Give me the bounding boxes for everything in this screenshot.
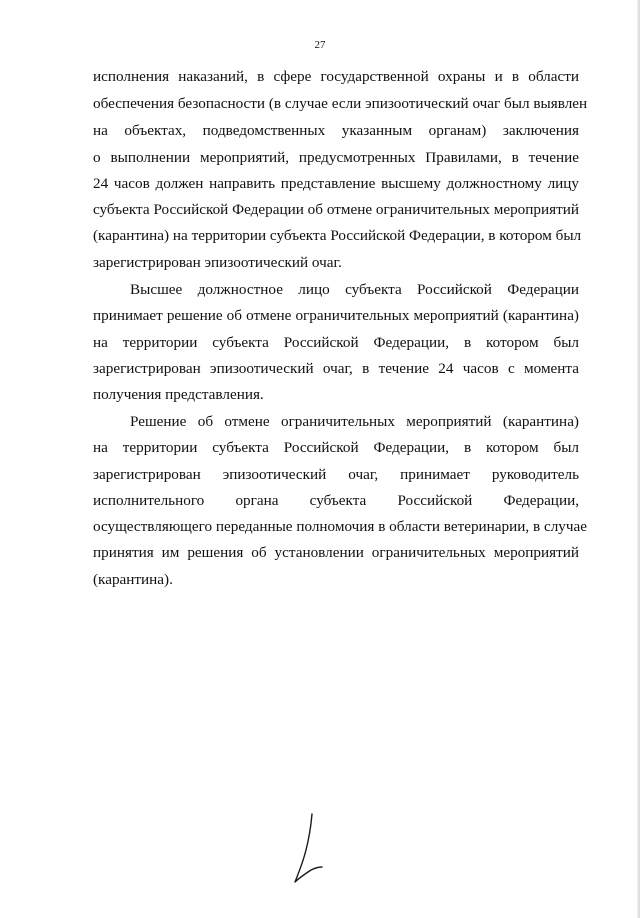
text-line: 24 часов должен направить представление высшему должностному лицу [93,175,579,192]
text-line: субъекта Российской Федерации об отмене ограничительных мероприятий [93,201,579,218]
text-line: Решение об отмене ограничительных мероприятий (карантина) [130,413,579,430]
text-line: исполнительного органа субъекта Российской Федерации, [93,492,579,509]
text-line: (карантина) на территории субъекта Российской Федерации, в котором был [93,227,582,244]
text-line: на территории субъекта Российской Федерации, в котором был [93,334,579,351]
text-line: зарегистрирован эпизоотический очаг, в течение 24 часов с момента [93,360,579,377]
text-line: получения представления. [93,386,264,403]
page-number: 27 [314,39,326,51]
text-line: на территории субъекта Российской Федерации, в котором был [93,439,579,456]
text-line: (карантина). [93,571,173,588]
text-line: на объектах, подведомственных указанным органам) заключения [93,122,579,139]
text-line: принятия им решения об установлении ограничительных мероприятий [93,544,579,561]
handwritten-signature-mark [285,812,335,892]
text-line: осуществляющего переданные полномочия в области ветеринарии, в случае [93,518,587,535]
text-line: о выполнении мероприятий, предусмотренных Правилами, в течение [93,149,579,166]
text-line: Высшее должностное лицо субъекта Российской Федерации [130,281,579,298]
text-line: зарегистрирован эпизоотический очаг. [93,254,342,271]
text-line: обеспечения безопасности (в случае если эпизоотический очаг был выявлен [93,95,588,112]
text-line: принимает решение об отмене ограничительных мероприятий (карантина) [93,307,579,324]
text-line: зарегистрирован эпизоотический очаг, принимает руководитель [93,466,579,483]
text-line: исполнения наказаний, в сфере государственной охраны и в области [93,68,579,85]
